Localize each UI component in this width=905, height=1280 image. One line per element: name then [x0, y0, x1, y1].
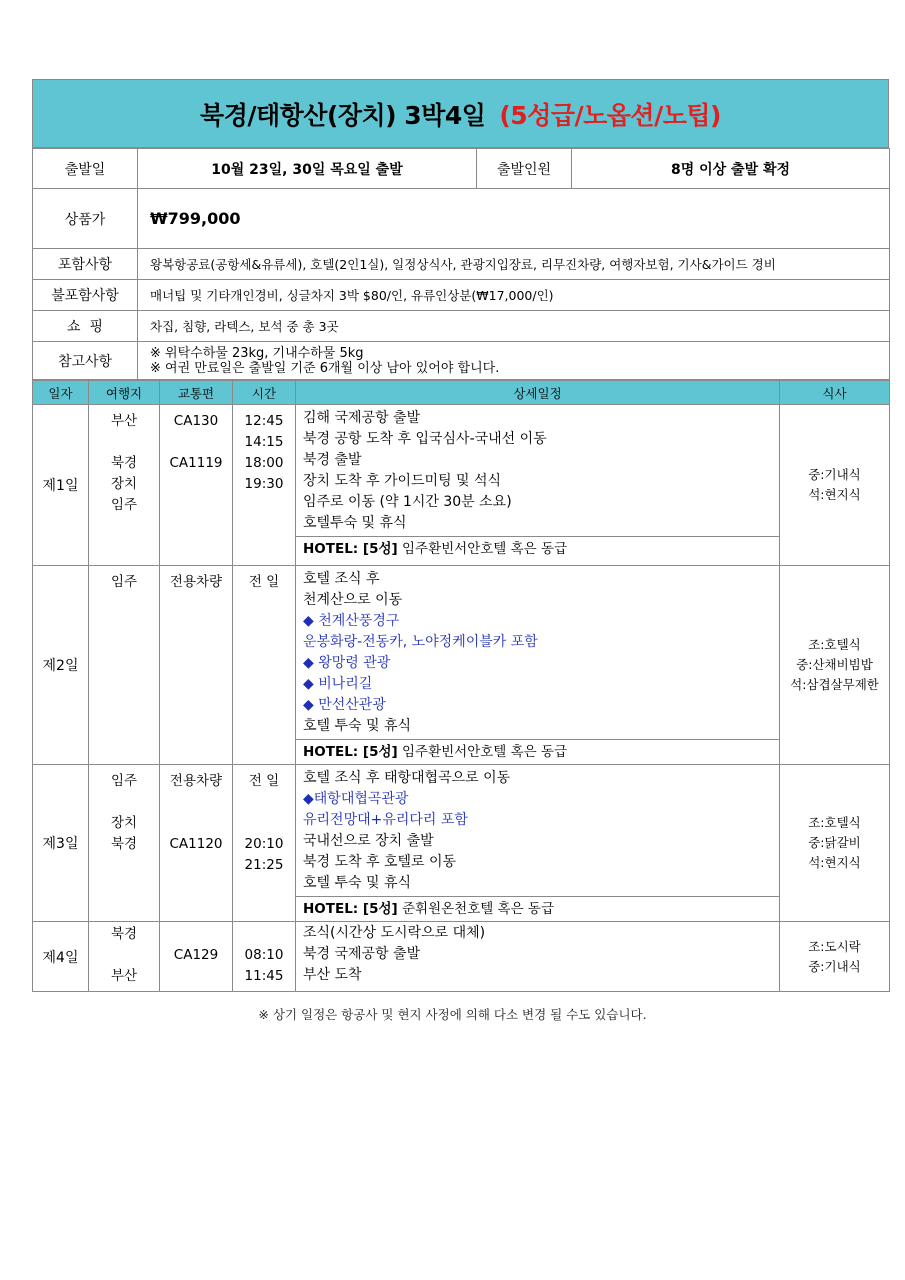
flight: CA1120 [169, 836, 223, 852]
time: 14:15 [244, 434, 284, 450]
time: 전 일 [248, 773, 280, 789]
itinerary-document [32, 79, 889, 992]
day-places [89, 566, 160, 765]
detail-line: 운봉화랑-전동카, 노야정케이블카 포함 [303, 634, 538, 650]
hotel-line [296, 739, 779, 764]
hotel-name: 임주환빈서안호텔 혹은 동급 [401, 744, 568, 760]
note-line: ※ 위탁수하물 23kg, 기내수하물 5kg [150, 345, 364, 361]
day-details [296, 765, 780, 922]
place: 부산 [110, 413, 138, 429]
header-detail: 상세일정 [296, 381, 780, 405]
detail-line: ◆ 만선산관광 [303, 697, 386, 713]
vehicle: 전용차량 [169, 773, 223, 789]
day-label: 제1일 [33, 405, 89, 566]
meal: 석:삼겹살무제한 [790, 677, 879, 692]
day-details [296, 405, 780, 566]
day-times [233, 765, 296, 922]
day-label: 제3일 [33, 765, 89, 922]
day-transport [160, 765, 233, 922]
time: 전 일 [248, 574, 280, 590]
hotel-name: 임주환빈서안호텔 혹은 동급 [401, 541, 568, 557]
detail-line: 호텔 조식 후 태항대협곡으로 이동 [303, 770, 511, 786]
place: 북경 [110, 455, 138, 471]
included-value: 왕복항공료(공항세&유류세), 호텔(2인1실), 일정상식사, 관광지입장료, 리무진차량, 여행자보험, 기사&가이드 경비 [138, 249, 890, 280]
meal: 중:닭갈비 [808, 835, 861, 850]
excluded-label: 불포함사항 [33, 280, 138, 311]
day-row [33, 922, 890, 992]
place: 임주 [110, 497, 138, 513]
detail-line: 국내선으로 장치 출발 [303, 833, 434, 849]
day-times [233, 405, 296, 566]
hotel-name: 준휘원온천호텔 혹은 동급 [401, 901, 555, 917]
shopping-label: 쇼 핑 [33, 311, 138, 342]
departure-label: 출발일 [33, 149, 138, 189]
detail-line: 임주로 이동 (약 1시간 30분 소요) [303, 494, 512, 510]
detail-line: 호텔투숙 및 휴식 [303, 515, 407, 531]
day-times [233, 922, 296, 992]
detail-line: 북경 공항 도착 후 입국심사-국내선 이동 [303, 431, 547, 447]
detail-line: ◆ 왕망령 관광 [303, 655, 391, 671]
day-places [89, 765, 160, 922]
day-transport [160, 922, 233, 992]
place: 장치 [110, 476, 138, 492]
detail-line: ◆ 천계산풍경구 [303, 613, 400, 629]
info-table [32, 148, 890, 380]
meal: 중:산채비빔밥 [796, 657, 873, 672]
place: 북경 [110, 926, 138, 942]
day-details [296, 922, 780, 992]
detail-line: 유리전망대+유리다리 포함 [303, 812, 468, 828]
place: 장치 [110, 815, 138, 831]
meal: 석:현지식 [808, 855, 861, 870]
day-meals [780, 922, 890, 992]
day-transport [160, 566, 233, 765]
detail-line: 천계산으로 이동 [303, 592, 403, 608]
header-meal: 식사 [780, 381, 890, 405]
price-label: 상품가 [33, 189, 138, 249]
detail-line: 조식(시간상 도시락으로 대체) [303, 925, 486, 941]
day-meals [780, 566, 890, 765]
detail-line: 김해 국제공항 출발 [303, 410, 421, 426]
detail-line: 장치 도착 후 가이드미팅 및 석식 [303, 473, 502, 489]
detail-line: 호텔 조식 후 [303, 571, 380, 587]
detail-line: 호텔 투숙 및 휴식 [303, 875, 412, 891]
day-row [33, 405, 890, 566]
meal: 석:현지식 [808, 487, 861, 502]
meal: 조:도시락 [808, 938, 861, 954]
detail-line: ◆ 비나리길 [303, 676, 373, 692]
included-label: 포함사항 [33, 249, 138, 280]
headcount-value: 8명 이상 출발 확정 [572, 149, 890, 189]
time: 18:00 [244, 455, 284, 471]
hotel-line [296, 896, 779, 921]
excluded-value: 매너팁 및 기타개인경비, 싱글차지 3박 $80/인, 유류인상분(₩17,000/인) [138, 280, 890, 311]
headcount-label: 출발인원 [477, 149, 572, 189]
place: 부산 [110, 968, 138, 984]
day-times [233, 566, 296, 765]
time: 08:10 [244, 947, 284, 963]
meal: 중:기내식 [808, 467, 861, 482]
day-meals [780, 405, 890, 566]
time: 19:30 [244, 476, 284, 492]
day-places [89, 405, 160, 566]
place: 임주 [110, 574, 138, 590]
detail-line: 북경 도착 후 호텔로 이동 [303, 854, 457, 870]
flight: CA1119 [169, 455, 223, 471]
time: 11:45 [244, 968, 284, 984]
footnote: ※ 상기 일정은 항공사 및 현지 사정에 의해 다소 변경 될 수도 있습니다. [258, 1007, 647, 1022]
day-transport [160, 405, 233, 566]
hotel-prefix: HOTEL: [5성] [303, 901, 398, 917]
departure-value: 10월 23일, 30일 목요일 출발 [138, 149, 477, 189]
detail-line: 북경 국제공항 출발 [303, 946, 421, 962]
day-label: 제2일 [33, 566, 89, 765]
note-line: ※ 여권 만료일은 출발일 기준 6개월 이상 남아 있어야 합니다. [150, 360, 500, 376]
header-transport: 교통편 [160, 381, 233, 405]
hotel-line [296, 536, 779, 561]
place: 북경 [110, 836, 138, 852]
day-meals [780, 765, 890, 922]
notes-value [138, 342, 890, 380]
meal: 조:호텔식 [808, 815, 861, 830]
time: 21:25 [244, 857, 284, 873]
detail-line: 북경 출발 [303, 452, 362, 468]
title-bar [32, 79, 889, 148]
vehicle: 전용차량 [169, 574, 223, 590]
flight: CA130 [173, 413, 219, 429]
day-label: 제4일 [33, 922, 89, 992]
price-value: ₩799,000 [138, 189, 890, 249]
meal: 중:기내식 [808, 958, 861, 974]
place: 임주 [110, 773, 138, 789]
detail-line: ◆태항대협곡관광 [303, 791, 409, 807]
schedule-table [32, 380, 890, 992]
day-row [33, 765, 890, 922]
header-time: 시간 [233, 381, 296, 405]
header-day: 일자 [33, 381, 89, 405]
title-main: 북경/태항산(장치) 3박4일 [200, 100, 486, 130]
shopping-value: 차집, 침향, 라텍스, 보석 중 총 3곳 [138, 311, 890, 342]
hotel-prefix: HOTEL: [5성] [303, 744, 398, 760]
flight: CA129 [173, 947, 219, 963]
day-details [296, 566, 780, 765]
hotel-prefix: HOTEL: [5성] [303, 541, 398, 557]
meal: 조:호텔식 [808, 637, 861, 652]
time: 20:10 [244, 836, 284, 852]
day-row [33, 566, 890, 765]
detail-line: 부산 도착 [303, 967, 362, 983]
time: 12:45 [244, 413, 284, 429]
notes-label: 참고사항 [33, 342, 138, 380]
title-accent: (5성급/노옵션/노팁) [499, 100, 721, 130]
day-places [89, 922, 160, 992]
detail-line: 호텔 투숙 및 휴식 [303, 718, 412, 734]
header-place: 여행지 [89, 381, 160, 405]
